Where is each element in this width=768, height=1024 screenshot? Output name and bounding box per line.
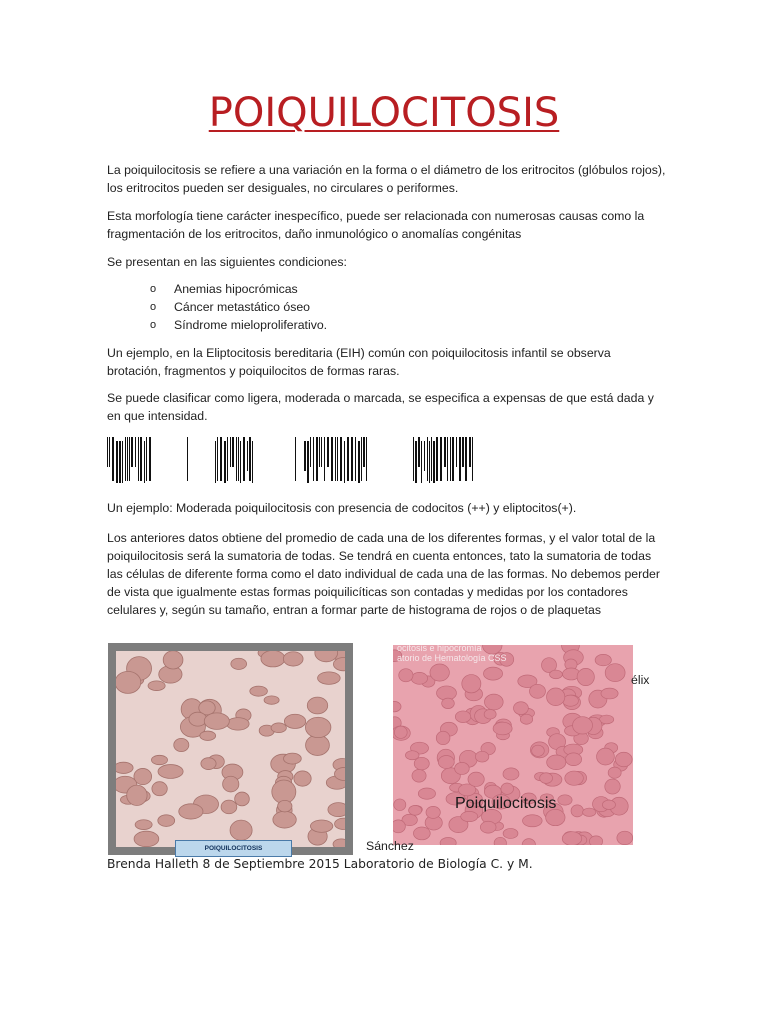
image-watermark: ocitosis e hipocromía atorio de Hematología CSS	[397, 645, 507, 663]
paragraph-example-eih: Un ejemplo, en la Eliptocitosis bereditaria (EIH) común con poiquilocitosis infantil se observa brotación, fragmentos y poiquilocitos de formas raras.	[107, 346, 611, 378]
blood-smear-image-1	[108, 643, 353, 855]
stray-text-sanchez: Sánchez	[366, 839, 414, 853]
paragraph-example-moderate: Un ejemplo: Moderada poiquilocitosis con presencia de codocitos (++) y eliptocitos(+).	[107, 501, 577, 515]
paragraph-definition: La poiquilocitosis se refiere a una variación en la forma o el diámetro de los eritrocitos (glóbulos rojos), los eritrocitos pueden ser desiguales, no circulares o periformes.	[107, 163, 666, 195]
list-item: o Anemias hipocrómicas	[150, 280, 327, 298]
red-blood-cells-photo	[393, 645, 633, 845]
page-title: POIQUILOCITOSIS	[208, 90, 560, 136]
paragraph-classification: Se puede clasificar como ligera, moderada o marcada, se especifica a expensas de que está dada y en que intensidad.	[107, 391, 654, 423]
image-label: Poiquilocitosis	[455, 795, 557, 812]
footer-credit: Brenda Halleth 8 de Septiembre 2015 Laboratorio de Biología C. y M.	[107, 857, 533, 871]
paragraph-conditions-intro: Se presentan en las siguientes condiciones:	[107, 255, 347, 269]
stray-text-felix: élix	[631, 673, 650, 687]
blood-smear-image-2	[393, 645, 633, 845]
list-item: o Síndrome mieloproliferativo.	[150, 316, 327, 334]
barcode-image	[107, 437, 477, 483]
conditions-list	[150, 280, 327, 334]
list-item: o Cáncer metastático óseo	[150, 298, 327, 316]
paragraph-morphology: Esta morfología tiene carácter inespecífico, puede ser relacionada con numerosas causas como la fragmentación de los eritrocitos, daño inmunológico o anomalías congénitas	[107, 209, 645, 241]
image-caption: POIQUILOCITOSIS	[175, 840, 292, 857]
paragraph-summary: Los anteriores datos obtiene del promedio de cada una de los diferentes formas, y el valor total de la poiquilocitosis será la sumatoria de todas. Se tendrá en cuenta entonces, tato la sumatoria de todas las células de diferente forma como el dato individual de cada una de las formas. No debemos perder de vista que igualmente estas formas poiquilicíticas son contadas y medidas por los contadores celulares y, según su tamaño, entran a formar parte de histograma de rojos o de plaquetas	[107, 531, 660, 617]
red-blood-cells-illustration	[116, 651, 345, 847]
